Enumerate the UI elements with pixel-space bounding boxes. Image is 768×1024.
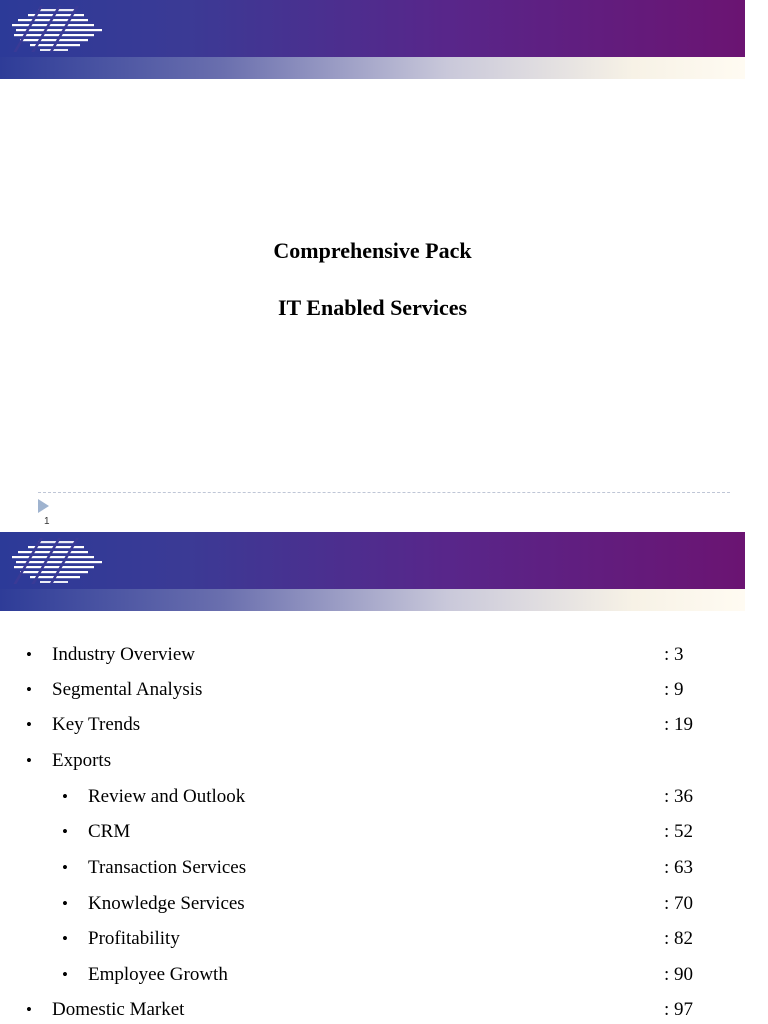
play-triangle-icon [38,499,49,513]
toc-item-page: : 63 [664,857,694,878]
toc-item-label: Transaction Services [88,857,247,878]
toc-item-page: : 82 [664,928,694,949]
contents-slide [0,532,768,1024]
bullet-icon: • [26,680,32,699]
header-fade-band [0,57,745,79]
header-fade-band [0,589,745,611]
toc-item-page: : 70 [664,893,694,914]
bullet-icon: • [26,715,32,734]
toc-item-page: : 3 [664,644,684,665]
bullet-icon: • [62,858,68,877]
toc-item-label: Domestic Market [52,999,185,1020]
cover-title: Comprehensive Pack [273,238,472,263]
header-band [0,532,745,589]
toc-item-label: Segmental Analysis [52,679,203,700]
slide-number: 1 [44,516,50,527]
bullet-icon: • [26,645,32,664]
bullet-icon: • [62,787,68,806]
toc-item-label: Knowledge Services [88,893,245,914]
header-band [0,0,745,57]
toc-item-label: Exports [52,750,112,771]
toc-item-label: CRM [88,821,131,842]
bullet-icon: • [62,929,68,948]
toc-item-label: Key Trends [52,714,141,735]
toc-item-page: : 19 [664,714,694,735]
toc-item-label: Profitability [88,928,180,949]
toc-item-page: : 90 [664,964,694,985]
toc-item-label: Review and Outlook [88,786,246,807]
bullet-icon: • [62,965,68,984]
toc-item-label: Employee Growth [88,964,228,985]
toc-item-page: : 52 [664,821,694,842]
toc-item-page: : 36 [664,786,694,807]
toc-item-page: : 97 [664,999,694,1020]
footer-divider [38,492,730,493]
toc-item-label: Industry Overview [52,644,195,665]
striped-globe-logo [10,6,104,52]
cover-subtitle: IT Enabled Services [277,295,468,320]
bullet-icon: • [62,894,68,913]
toc-item-page: : 9 [664,679,684,700]
bullet-icon: • [26,751,32,770]
bullet-icon: • [26,1000,32,1019]
striped-globe-logo [10,538,104,584]
bullet-icon: • [62,822,68,841]
